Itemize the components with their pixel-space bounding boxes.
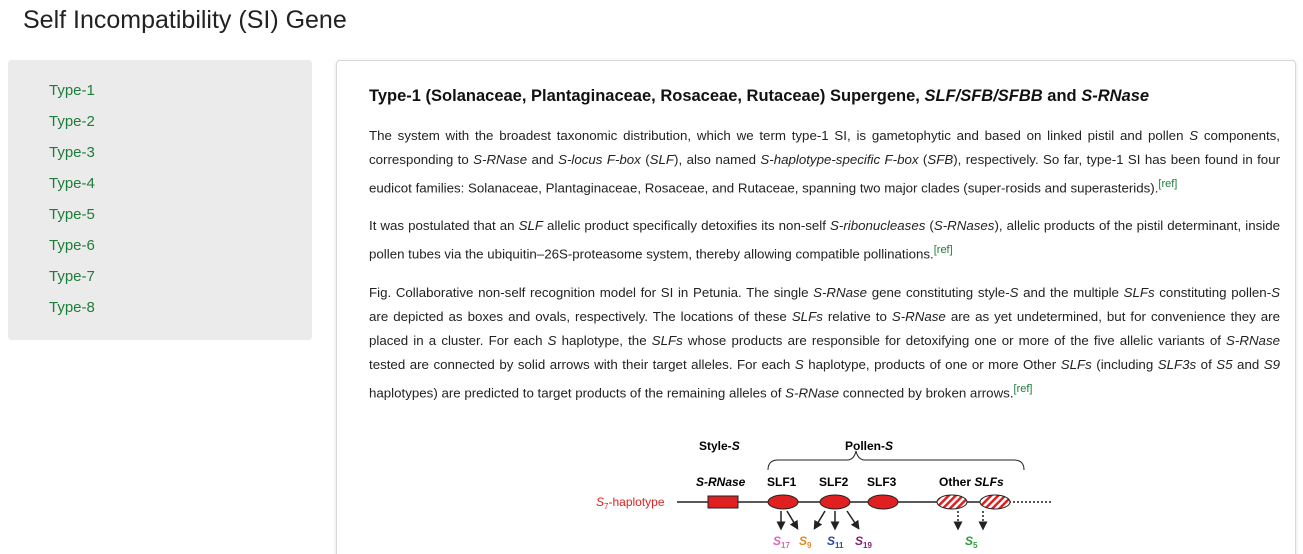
si-model-diagram [559, 431, 1059, 554]
sidebar-item-type-7[interactable]: Type-7 [49, 268, 95, 285]
sidebar-item-type-1[interactable]: Type-1 [49, 82, 95, 99]
ref-link-1[interactable]: [ref] [1158, 178, 1178, 190]
sidebar-item-type-8[interactable]: Type-8 [49, 299, 95, 316]
haplotype-label: $S_7$-haplotype [596, 495, 665, 511]
srnase-gene-box [708, 496, 738, 508]
slf3-gene-oval [868, 495, 898, 509]
ref-link-3[interactable]: [ref] [1013, 382, 1033, 395]
arrow-slf2-s9 [816, 511, 825, 526]
sidebar-item-type-4[interactable]: Type-4 [49, 175, 95, 192]
slf2-label: SLF2 [819, 475, 849, 489]
sidebar-item-type-2[interactable]: Type-2 [49, 113, 95, 130]
heading-and: and [1047, 87, 1077, 105]
heading-genes: SLF/SFB/SFBB [924, 87, 1043, 105]
slf3-label: SLF3 [867, 475, 897, 489]
other-slf-oval-2 [980, 495, 1010, 509]
target-s5: $S_5$ [965, 534, 978, 550]
sidebar-item-type-3[interactable]: Type-3 [49, 144, 95, 161]
pollen-brace [768, 451, 1024, 470]
style-s-label: Style-S [699, 439, 740, 453]
arrow-slf2-s19 [847, 511, 857, 526]
srnase-label: S-RNase [696, 475, 746, 489]
sidebar-item-type-5[interactable]: Type-5 [49, 206, 95, 223]
ref-link-2[interactable]: [ref] [933, 244, 953, 257]
si-model-figure [559, 431, 1059, 554]
target-s11: $S_{11}$ [827, 534, 844, 550]
slf2-gene-oval [820, 495, 850, 509]
slf1-label: SLF1 [767, 475, 797, 489]
other-slfs-label: Other SLFs [939, 475, 1004, 489]
heading-text: Type-1 (Solanaceae, Plantaginaceae, Rosaceae, Rutaceae) Supergene, [369, 87, 920, 105]
article-heading [369, 87, 1280, 106]
arrow-slf1-s9 [787, 511, 796, 526]
page-title: Self Incompatibility (SI) Gene [23, 6, 347, 34]
sidebar-nav [8, 60, 312, 340]
slf1-gene-oval [768, 495, 798, 509]
paragraph-2: It was postulated that an SLF allelic product specifically detoxifies its non-self S-ribonucleases (S-RNases), allelic products of the pistil determinant, inside pollen tubes via the ubiquitin–26S-proteasome system, thereby allowing compatible pollinations.[ref] [369, 218, 1280, 262]
target-s17: $S_{17}$ [773, 534, 790, 550]
target-s9: $S_9$ [799, 534, 812, 550]
content-panel [336, 60, 1296, 554]
sidebar-item-type-6[interactable]: Type-6 [49, 237, 95, 254]
article [369, 87, 1280, 419]
pollen-s-label: Pollen-S [845, 439, 894, 453]
other-slf-oval-1 [937, 495, 967, 509]
paragraph-3: Fig. Collaborative non-self recognition model for SI in Petunia. The single S-RNase gene constituting style-S and the multiple SLFs constituting pollen-S are depicted as boxes and ovals, respectively. The locations of these SLFs relative to S-RNase are as yet undetermined, but for convenience they are placed in a cluster. For each S haplotype, the SLFs whose products are responsible for detoxifying one or more of the five allelic variants of S-RNase tested are connected by solid arrows with their target alleles. For each S haplotype, products of one or more Other SLFs (including SLF3s of S5 and S9 haplotypes) are predicted to target products of the remaining alleles of S-RNase connected by broken arrows.[ref] [369, 284, 1281, 401]
target-s19: $S_{19}$ [855, 534, 872, 550]
paragraph-1: The system with the broadest taxonomic distribution, which we term type-1 SI, is gametophytic and based on linked pistil and pollen S components, corresponding to S-RNase and S-locus F-box (SLF), also named S-haplotype-specific F-box (SFB), respectively. So far, type-1 SI has been found in four eudicot families: Solanaceae, Plantaginaceae, Rosaceae, and Rutaceae, spanning two major clades (super-rosids and superasterids).[ref] [369, 128, 1281, 196]
heading-rnase: S-RNase [1081, 87, 1150, 105]
